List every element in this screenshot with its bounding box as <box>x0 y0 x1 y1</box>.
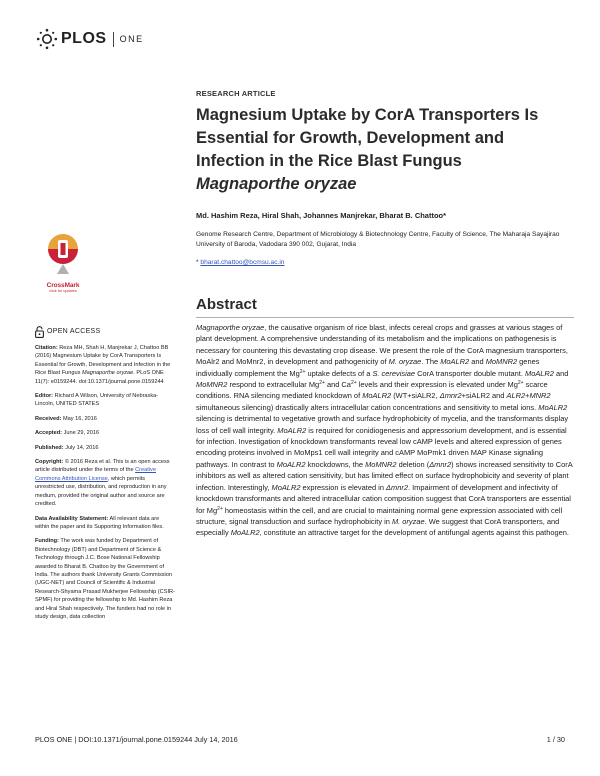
crossmark-icon <box>46 232 80 276</box>
logo-divider <box>113 32 114 47</box>
open-access-label: OPEN ACCESS <box>47 327 101 335</box>
footer-citation: PLOS ONE | DOI:10.1371/journal.pone.0159244 July 14, 2016 <box>35 735 238 744</box>
corresponding-email-link[interactable]: bharat.chattoo@bcmsu.ac.in <box>200 259 285 266</box>
editor: Editor: Richard A Wilson, University of Nebraska-Lincoln, UNITED STATES <box>35 393 159 408</box>
received-date: Received: May 16, 2016 <box>35 415 97 422</box>
corresponding-marker: * <box>196 259 199 266</box>
crossmark-badge[interactable] <box>33 232 93 293</box>
abstract-heading: Abstract <box>196 296 257 313</box>
abstract-body: Magnaporthe oryzae, the causative organism of rice blast, infects cereal crops and grasses at various stages of plant development. A comprehensive understanding of its metabolism and the implications on pathogenesis is necessary for countering this devastating crop disease. We present the role of the CorA magnesium transporters, MoAlr2 and MoMnr2, in development and pathogenicity of M. oryzae. The MoALR2 and MoMNR2 genes individually complement the $Mg^{2+}$ uptake defects of a S. cerevisiae CorA transporter double mutant. MoALR2 and MoMNR2 respond to extracellular $Mg^{2+}$ and $Ca^{2+}$ levels and their expression is elevated under $Mg^{2+}$ scarce conditions. RNA silencing mediated knockdown of MoALR2 (WT+siALR2, Δmnr2+siALR2 and ALR2+MNR2 simultaneous silencing) drastically alters intracellular cation concentrations and sensitivity to metal ions. MoALR2 silencing is detrimental to vegetative growth and surface hydrophobicity of mycelia, and the transformants display loss of cell wall integrity. MoALR2 is required for conidiogenesis and appressorium development, and is essential for infection. Investigation of knockdown transformants reveal low cAMP levels and altered expression of genes encoding proteins involved in MoMps1 cell wall integrity and cAMP MoPmk1 driven MAP Kinase signaling pathways. In contrast to MoALR2 knockdowns, the MoMNR2 deletion (Δmnr2) shows increased sensitivity to CorA inhibitors as well as altered cation sensitivity, but has limited effect on surface hydrophobicity and severity of plant infection. Interestingly, MoALR2 expression is elevated in Δmnr2. Impairment of development and infectivity of knockdown transformants and altered intracellular cation composition suggest that CorA transporters are essential for $Mg^{2+}$ homeostasis within the cell, and are crucial to maintaining normal gene expression associated with cell structure, signal transduction and surface hydrophobicity in M. oryzae. We suggest that CorA transporters, and especially MoALR2, constitute an attractive target for the development of antifungal agents against this pathogen. <box>196 323 573 538</box>
article-type: RESEARCH ARTICLE <box>196 89 276 98</box>
plos-logo-icon <box>36 28 58 50</box>
data-availability: Data Availability Statement: All relevant data are within the paper and its Supporting Information files. <box>35 515 164 530</box>
abstract-divider <box>196 317 574 318</box>
license-link[interactable]: Creative Commons Attribution License <box>35 467 156 482</box>
article-title <box>196 104 576 196</box>
open-lock-icon <box>35 326 44 338</box>
copyright: Copyright: © 2016 Reza et al. This is an open access article distributed under the terms of the Creative Commons Attribution License, which permits unrestricted use, distribution, and reproduction in any medium, provided the original author and source are credited. <box>35 459 170 508</box>
author-list: Md. Hashim Reza, Hiral Shah, Johannes Manjrekar, Bharat B. Chattoo* <box>196 211 447 220</box>
crossmark-sub: click for updates <box>49 289 77 293</box>
page-number: 1 / 30 <box>546 735 565 744</box>
journal-logo[interactable] <box>36 28 144 50</box>
corresponding-author <box>196 259 284 266</box>
journal-sub: ONE <box>119 34 144 44</box>
accepted-date: Accepted: June 29, 2016 <box>35 430 100 437</box>
article-sidebar <box>35 326 175 627</box>
funding: Funding: The work was funded by Department of Biotechnology (DBT) and Department of Science & Technology through J.C. Bose National Fellowship awarded to Bharat B. Chattoo by the Government of India. The authors thank University Grants Commission (UGC-NET) and Council of Scientific & Industrial Research-Shyama Prasad Mukherjee Fellowship (CSIR-SPMF) for providing the fellowship to Md. Hashim Reza and Hiral Shah respectively. The funders had no role in study design, data collection <box>35 538 175 620</box>
title-main: Magnesium Uptake by CorA Transporters Is Essential for Growth, Development and Infection in the Rice Blast Fungus <box>196 106 539 170</box>
crossmark-label: CrossMark <box>46 282 80 289</box>
published-date: Published: July 14, 2016 <box>35 444 99 451</box>
affiliation: Genome Research Centre, Department of Microbiology & Biotechnology Centre, Faculty of Science, The Maharaja Sayajirao University of Baroda, Vadodara 390 002, Gujarat, India <box>196 231 560 248</box>
open-access-badge <box>35 326 175 338</box>
title-species: Magnaporthe oryzae <box>196 175 357 193</box>
journal-name: PLOS <box>61 30 107 47</box>
citation: Citation: Reza MH, Shah H, Manjrekar J, Chattoo BB (2016) Magnesium Uptake by CorA Transporters Is Essential for Growth, Development and Infection in the Rice Blast Fungus Magnaporthe oryzae. PLoS ONE 11(7): e0159244. doi:10.1371/journal.pone.0159244 <box>35 345 171 385</box>
